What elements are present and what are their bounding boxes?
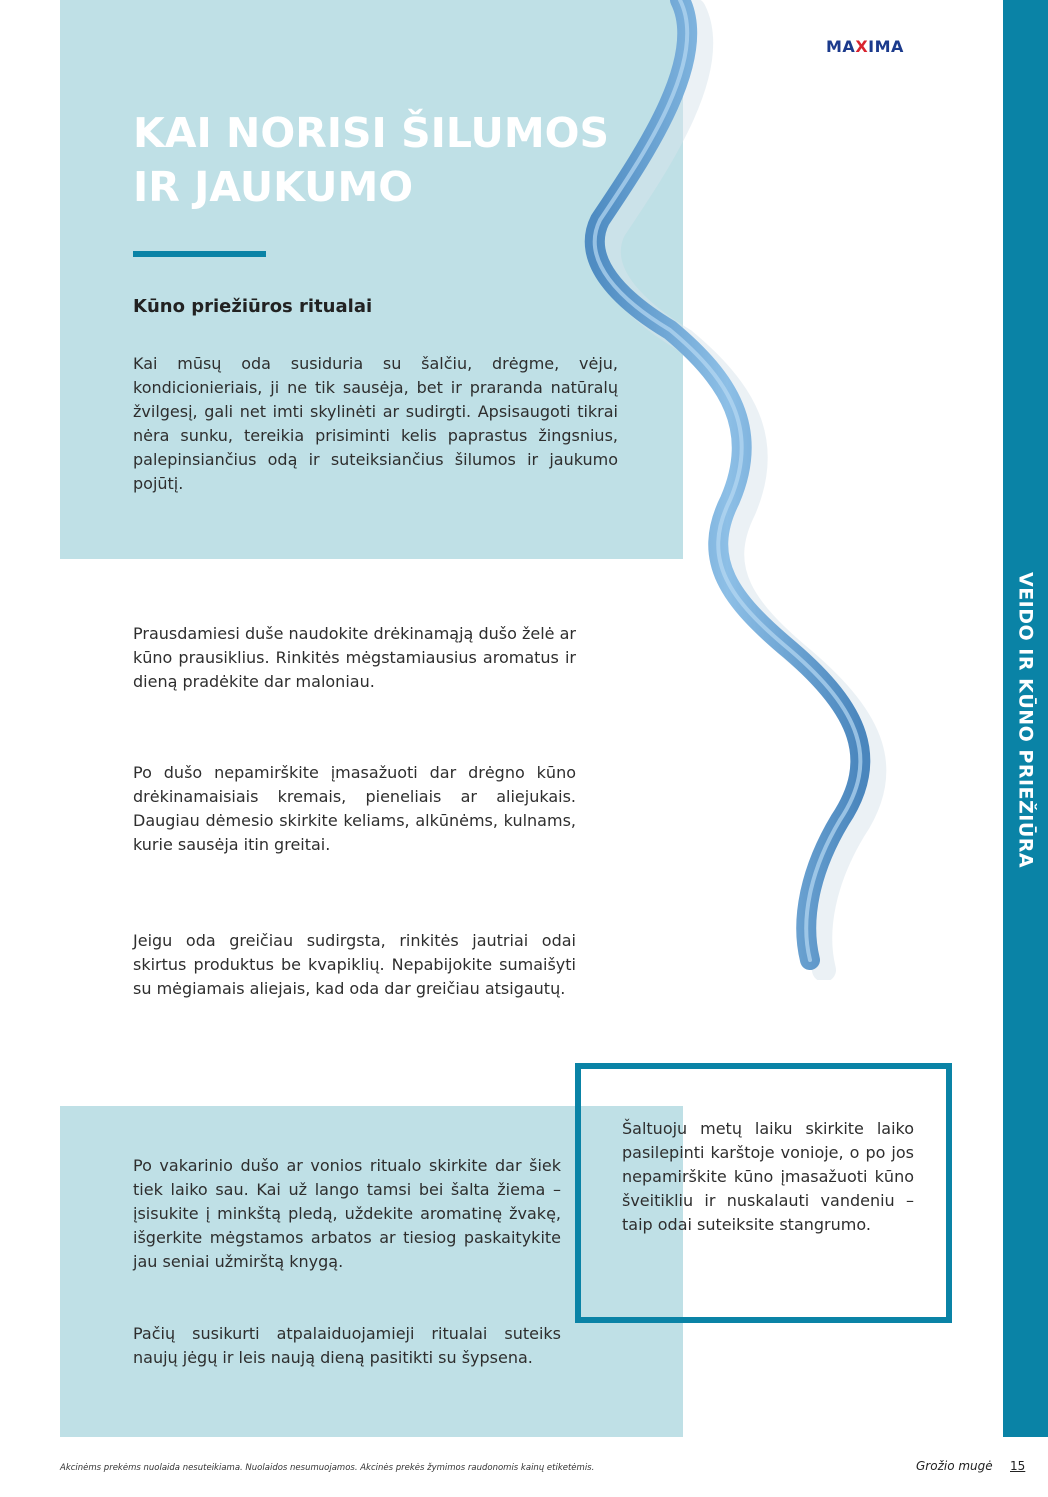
paragraph-sensitive-skin: Jeigu oda greičiau sudirgsta, rinkitės jautriai odai skirtus produktus be kvapiklių. Nepabijokite sumaišyti su mėgiamais aliejais, kad oda dar greičiau atsigautų. [133,931,576,998]
side-section-title: VEIDO IR KŪNO PRIEŽIŪRA [1014,571,1037,869]
title-underline [133,251,266,257]
section-subheading: Kūno priežiūros ritualai [133,296,373,317]
footer-disclaimer: Akcinėms prekėms nuolaida nesuteikiama. Nuolaidos nesumuojamos. Akcinės prekės žymimos raudonomis kainų etiketėmis. [60,1463,595,1473]
page-title-line-2: IR JAUKUMO [133,163,414,211]
page-title-line-1: KAI NORISI ŠILUMOS [133,109,610,157]
paragraph-conclusion: Pačių susikurti atpalaiduojamieji ritualai suteiks naujų jėgų ir leis naują dieną pasitikti su šypsena. [133,1324,561,1367]
page-number: 15 [1010,1459,1026,1473]
intro-paragraph: Kai mūsų oda susiduria su šalčiu, drėgme, vėju, kondicionieriais, ji ne tik sausėja, bet ir praranda natūralų žvilgesį, gali net imti skylinėti ar sudirgti. Apsisaugoti tikrai nėra sunku, tereikia prisiminti kelis paprastus žingsnius, palepinsiančius odą ir suteiksiančius šilumos ir jaukumo pojūtį. [133,354,618,493]
page-title [133,106,673,214]
paragraph-shower-gel: Prausdamiesi duše naudokite drėkinamąją dušo želė ar kūno prausiklius. Rinkitės mėgstamiausius aromatus ir dieną pradėkite dar maloniau. [133,624,576,691]
footer-publication-name: Grožio mugė [916,1459,993,1473]
maxima-logo: MAXIMA [826,37,904,56]
paragraph-evening-ritual: Po vakarinio dušo ar vonios ritualo skirkite dar šiek tiek laiko sau. Kai už lango tamsi bei šalta žiema – įsisukite į minkštą pledą, uždekite aromatinę žvakę, išgerkite mėgstamos arbatos ar tiesiog paskaitykite jau seniai užmirštą knygą. [133,1156,561,1271]
tip-box-text: Šaltuoju metų laiku skirkite laiko pasilepinti karštoje vonioje, o po jos nepamirškite kūno įmasažuoti kūno šveitikliu ir nuskalauti vandeniu – taip odai suteiksite stangrumo. [622,1119,914,1234]
paragraph-moisturize: Po dušo nepamirškite įmasažuoti dar drėgno kūno drėkinamaisiais kremais, pieneliais ar aliejukais. Daugiau dėmesio skirkite keliams, alkūnėms, kulnams, kurie sausėja itin greitai. [133,763,576,854]
